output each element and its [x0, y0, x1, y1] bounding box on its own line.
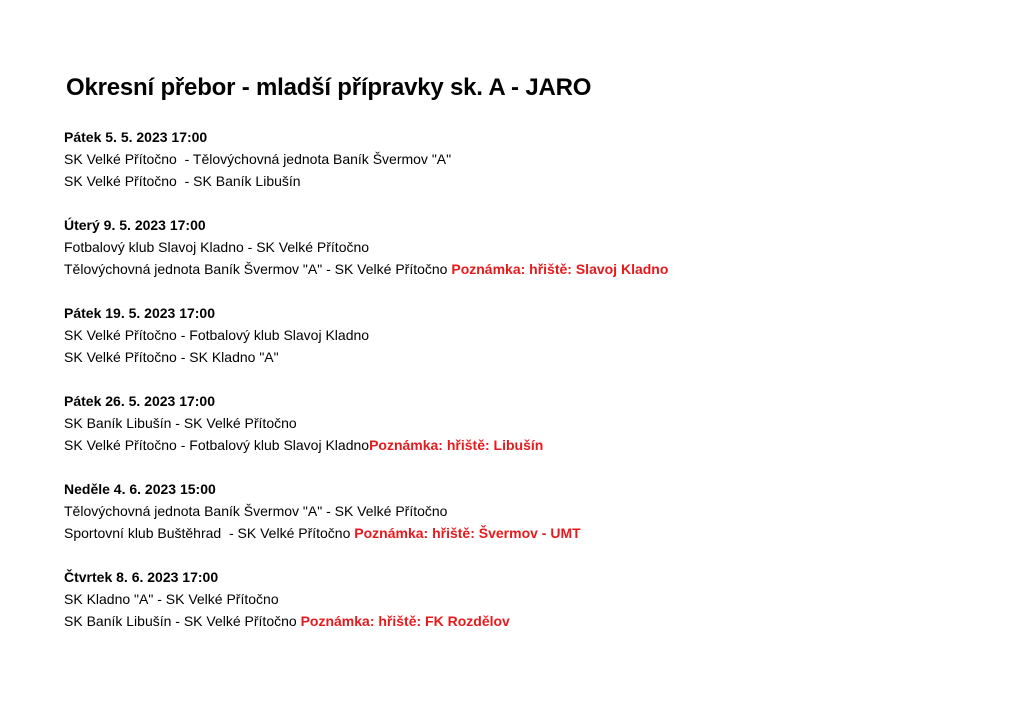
match-text: SK Kladno "A" - SK Velké Přítočno	[64, 591, 279, 607]
match-text: SK Baník Libušín - SK Velké Přítočno	[64, 415, 297, 431]
match-text: Sportovní klub Buštěhrad - SK Velké Přítočno	[64, 525, 355, 541]
match-date: Pátek 5. 5. 2023 17:00	[64, 129, 208, 145]
match-text: SK Baník Libušín - SK Velké Přítočno	[64, 613, 301, 629]
match-line	[64, 500, 964, 522]
match-note: Poznámka: hřiště: Švermov - UMT	[354, 525, 581, 541]
schedule-block	[64, 126, 964, 192]
match-date: Pátek 26. 5. 2023 17:00	[64, 393, 216, 409]
match-date: Neděle 4. 6. 2023 15:00	[64, 481, 216, 497]
schedule-block	[64, 214, 964, 280]
match-line	[64, 434, 964, 456]
match-date: Čtvrtek 8. 6. 2023 17:00	[64, 569, 219, 585]
match-note: Poznámka: hřiště: FK Rozdělov	[300, 613, 510, 629]
match-line	[64, 588, 964, 610]
match-line	[64, 522, 964, 544]
match-line	[64, 346, 964, 368]
match-line	[64, 148, 964, 170]
match-text: SK Velké Přítočno - Fotbalový klub Slavoj Kladno	[64, 327, 370, 343]
match-line	[64, 170, 964, 192]
match-line	[64, 236, 964, 258]
schedule-block	[64, 390, 964, 456]
match-text: Tělovýchovná jednota Baník Švermov "A" - SK Velké Přítočno	[64, 503, 448, 519]
schedule-block	[64, 302, 964, 368]
match-line	[64, 412, 964, 434]
match-date: Pátek 19. 5. 2023 17:00	[64, 305, 216, 321]
match-text: SK Velké Přítočno - Tělovýchovná jednota Baník Švermov "A"	[64, 151, 452, 167]
match-schedule	[64, 126, 964, 654]
match-text: Tělovýchovná jednota Baník Švermov "A" - SK Velké Přítočno	[64, 261, 452, 277]
match-note: Poznámka: hřiště: Libušín	[369, 437, 544, 453]
match-text: SK Velké Přítočno - SK Kladno "A"	[64, 349, 279, 365]
match-text: SK Velké Přítočno - Fotbalový klub Slavoj Kladno	[64, 437, 370, 453]
schedule-block	[64, 566, 964, 632]
match-line	[64, 324, 964, 346]
match-date: Úterý 9. 5. 2023 17:00	[64, 217, 206, 233]
match-text: SK Velké Přítočno - SK Baník Libušín	[64, 173, 301, 189]
schedule-block	[64, 478, 964, 544]
match-text: Fotbalový klub Slavoj Kladno - SK Velké Přítočno	[64, 239, 370, 255]
match-line	[64, 258, 964, 280]
page-title: Okresní přebor - mladší přípravky sk. A - JARO	[66, 74, 592, 101]
match-line	[64, 610, 964, 632]
match-note: Poznámka: hřiště: Slavoj Kladno	[451, 261, 669, 277]
